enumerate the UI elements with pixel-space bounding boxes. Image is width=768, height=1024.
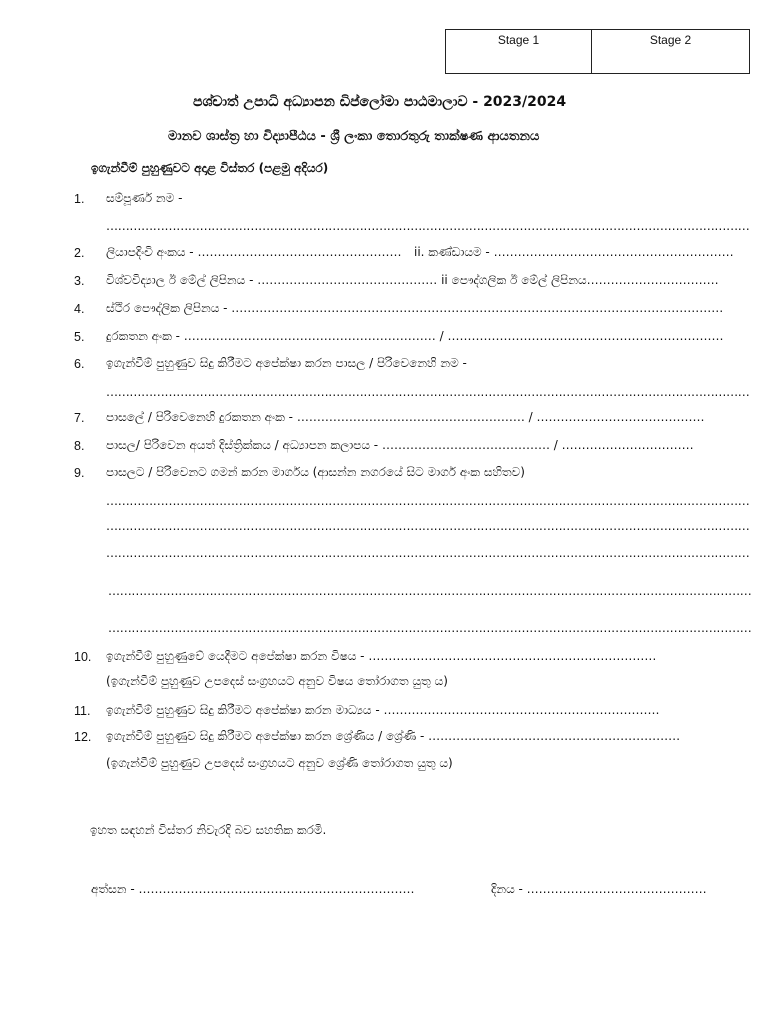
page-subtitle: මානව ශාස්ත්‍ර හා විද්‍යාපීඨය - ශ්‍රී ලංකා තොරතුරු තාක්ෂණ ආයතනය bbox=[168, 129, 540, 144]
item-number: 7. bbox=[74, 411, 85, 425]
page-title: පශ්චාත් උපාධි අධ්‍යාපන ඩිප්ලෝමා පාඨමාලාව - 2023/2024 bbox=[193, 94, 567, 110]
stage-1-label: Stage 1 bbox=[497, 33, 540, 47]
item-number: 1. bbox=[74, 192, 85, 206]
section-heading: ඉගැන්වීම් පුහුණුවට අදාළ විස්තර (පළමු අදියර) bbox=[91, 161, 329, 175]
item-number: 12. bbox=[74, 730, 92, 744]
item-number: 11. bbox=[74, 704, 91, 718]
phone-numbers-field[interactable]: දුරකතන අංක - ……………………………………………………… / …………………………………………………………… bbox=[106, 329, 724, 343]
route-line-field[interactable]: ………………………………………………………………………………………………………………………………………………… bbox=[108, 621, 752, 635]
item-number: 5. bbox=[74, 330, 85, 344]
district-zone-field[interactable]: පාසල/ පිරිවෙන අයත් දිස්ත්‍රික්කය / අධ්‍යාපන කලාපය - …………………………………… / …………………………… bbox=[106, 438, 694, 452]
item-number: 2. bbox=[74, 246, 85, 260]
full-name-label: සම්පූර්ණ නම - bbox=[106, 191, 183, 205]
medium-field[interactable]: ඉගැන්වීම් පුහුණුව සිදු කිරීමට අපේක්ෂා කරන මාධ්‍යය - …………………………………………………………… bbox=[106, 703, 660, 717]
item-number: 3. bbox=[74, 274, 85, 288]
registration-number-field[interactable]: ලියාපදිංචි අංකය - …………………………………………… bbox=[106, 245, 402, 259]
subject-note: (ඉගැන්වීම් පුහුණුව උපදෙස් සංග්‍රහයට අනුව විෂය තෝරාගත යුතු ය) bbox=[106, 674, 448, 688]
grade-note: (ඉගැන්වීම් පුහුණුව උපදෙස් සංග්‍රහයට අනුව ශ්‍රේණි තෝරාගත යුතු ය) bbox=[106, 756, 453, 770]
group-field[interactable]: ii. කණ්ඩායම - …………………………………………………… bbox=[414, 245, 734, 259]
item-number: 10. bbox=[74, 650, 92, 664]
school-name-label: ඉගැන්වීම් පුහුණුව සිදු කිරීමට අපේක්ෂා කරන පාසල / පිරිවෙනෙහි නම - bbox=[106, 356, 467, 370]
certification-text: ඉහත සඳහන් විස්තර නිවැරදි බව සහතික කරමි. bbox=[90, 823, 327, 837]
stage-2-label: Stage 2 bbox=[649, 33, 692, 47]
stage-2-cell[interactable] bbox=[592, 30, 749, 73]
route-label: පාසලට / පිරිවෙනට ගමන් කරන මාර්ගය (ආසන්න නගරයේ සිට මාර්ග අංක සහිතව) bbox=[106, 465, 525, 479]
route-line-field[interactable]: ………………………………………………………………………………………………………………………………………………… bbox=[108, 584, 752, 598]
date-field[interactable]: දිනය - ……………………………………… bbox=[491, 882, 707, 896]
route-line-field[interactable]: ………………………………………………………………………………………………………………………………………………… bbox=[106, 546, 750, 560]
stage-table bbox=[445, 29, 750, 74]
email-fields[interactable]: විශ්වවිද්‍යාල ඊ මේල් ලිපිනය - ……………………………………… ii පෞද්ගලික ඊ මේල් ලිපිනය…………………………… bbox=[106, 273, 719, 287]
stage-1-cell[interactable] bbox=[446, 30, 592, 73]
route-line-field[interactable]: ………………………………………………………………………………………………………………………………………………… bbox=[106, 519, 750, 533]
subject-field[interactable]: ඉගැන්වීම් පුහුණුවේ යෙදීමට අපේක්ෂා කරන විෂය - ……………………………………………………………… bbox=[106, 649, 657, 663]
route-line-field[interactable]: ………………………………………………………………………………………………………………………………………………… bbox=[106, 494, 750, 508]
school-phone-field[interactable]: පාසලේ / පිරිවෙනෙහි දුරකතන අංක - ………………………………………………… / …………………………………… bbox=[106, 410, 705, 424]
item-number: 4. bbox=[74, 302, 85, 316]
item-number: 6. bbox=[74, 357, 85, 371]
signature-field[interactable]: අත්සන - …………………………………………………………… bbox=[91, 882, 415, 896]
permanent-address-field[interactable]: ස්ථිර පෞද්ලික ලිපිනය - …………………………………………………………………………………………………………… bbox=[106, 301, 724, 315]
full-name-field[interactable]: ………………………………………………………………………………………………………………………………………………… bbox=[106, 219, 750, 233]
school-name-field[interactable]: ………………………………………………………………………………………………………………………………………………… bbox=[106, 385, 750, 399]
item-number: 9. bbox=[74, 466, 85, 480]
grade-field[interactable]: ඉගැන්වීම් පුහුණුව සිදු කිරීමට අපේක්ෂා කරන ශ්‍රේණිය / ශ්‍රේණි - ……………………………………………………… bbox=[106, 729, 681, 743]
item-number: 8. bbox=[74, 439, 85, 453]
